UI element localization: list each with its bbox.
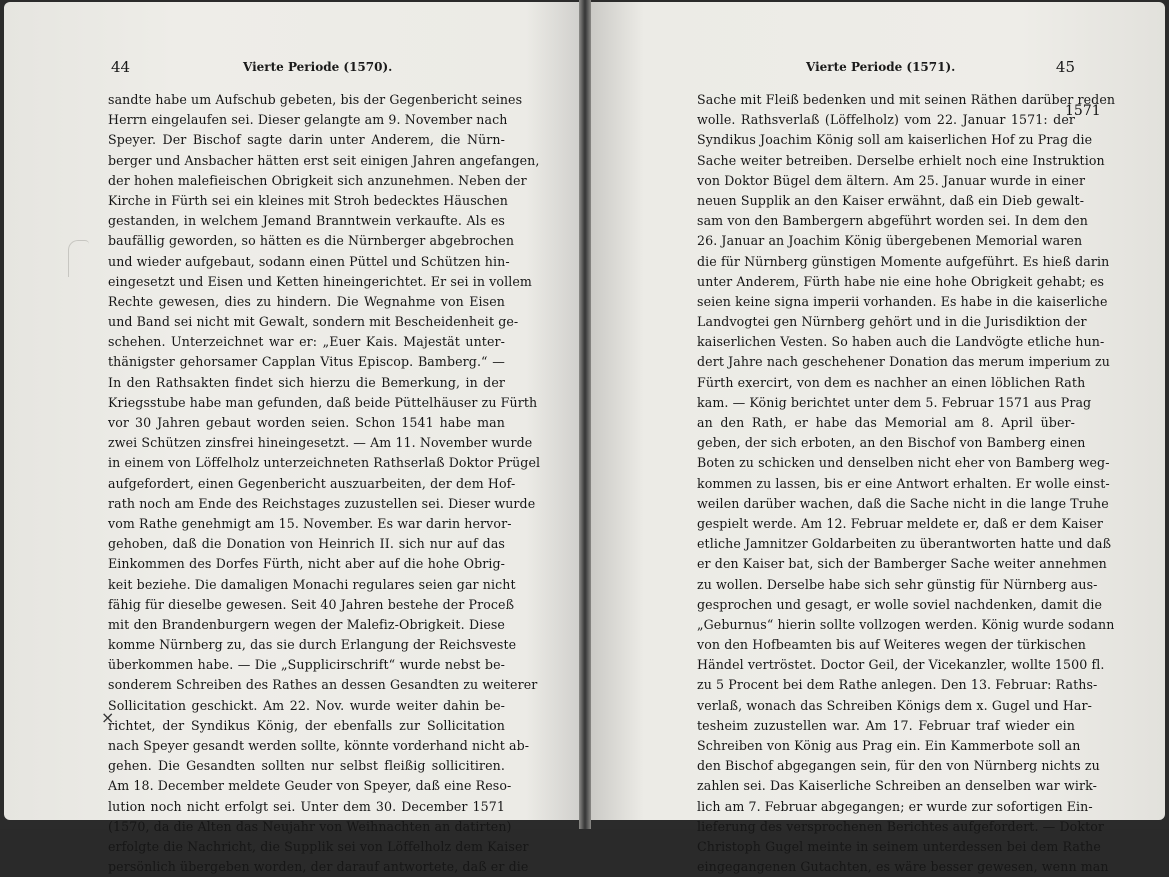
margin-year-note: 1571	[1065, 103, 1101, 119]
text-line: zwei Schützen zinsfrei hineingesetzt. — Am 11. November wurde	[108, 435, 533, 451]
text-line: erfolgte die Nachricht, die Supplik sei von Löffelholz dem Kaiser	[108, 838, 529, 854]
right-page-text	[697, 90, 1116, 877]
text-line: geben, der sich erboten, an den Bischof von Bamberg einen	[697, 435, 1086, 451]
text-line: unter Anderem, Fürth habe nie eine hohe Obrigkeit gehabt; es	[697, 273, 1105, 289]
text-line: zu wollen. Derselbe habe sich sehr günstig für Nürnberg aus-	[697, 576, 1098, 592]
text-line: Einkommen des Dorfes Fürth, nicht aber auf die hohe Obrig-	[108, 556, 505, 572]
left-running-head: Vierte Periode (1570).	[243, 60, 393, 74]
text-line: verlaß, wonach das Schreiben Königs dem x. Gugel und Har-	[697, 697, 1093, 713]
text-line: berger und Ansbacher hätten erst seit einigen Jahren angefangen,	[108, 152, 540, 168]
text-line: nach Speyer gesandt werden sollte, könnte vorderhand nicht ab-	[108, 738, 530, 753]
text-line: gehen. Die Gesandten sollten nur selbst fleißig sollicitiren.	[108, 758, 505, 774]
text-line: sam von den Bambergern abgeführt worden sei. In dem den	[697, 213, 1088, 229]
text-line: (1570, da die Alten das Neujahr von Weihnachten an datirten)	[108, 818, 512, 834]
text-line: eingegangenen Gutachten, es wäre besser gewesen, wenn man	[697, 859, 1109, 875]
text-line: thänigster gehorsamer Capplan Vitus Episcop. Bamberg.“ —	[108, 354, 505, 370]
text-line: weilen darüber wachen, daß die Sache nicht in die lange Truhe	[697, 495, 1109, 511]
text-line: 26. Januar an Joachim König übergebenen Memorial waren	[697, 233, 1083, 249]
text-line: Sache mit Fleiß bedenken und mit seinen Räthen darüber reden	[697, 92, 1116, 107]
text-line: neuen Supplik an den Kaiser erwähnt, daß ein Dieb gewalt-	[697, 192, 1085, 208]
right-page-header	[697, 58, 1075, 82]
text-line: mit den Brandenburgern wegen der Malefiz-Obrigkeit. Diese	[108, 616, 505, 632]
text-line: die für Nürnberg günstigen Momente aufgeführt. Es hieß darin	[697, 253, 1110, 269]
text-line: Sollicitation geschickt. Am 22. Nov. wurde weiter dahin be-	[108, 697, 505, 713]
text-line: lution noch nicht erfolgt sei. Unter dem 30. December 1571	[108, 798, 505, 814]
text-line: der hohen malefieischen Obrigkeit sich anzunehmen. Neben der	[108, 172, 527, 188]
text-line: den Bischof abgegangen sein, für den von Nürnberg nichts zu	[697, 758, 1100, 774]
text-line: tesheim zuzustellen war. Am 17. Februar traf wieder ein	[697, 717, 1075, 733]
left-page	[4, 2, 584, 875]
right-running-head: Vierte Periode (1571).	[806, 60, 956, 74]
text-line: zu 5 Procent bei dem Rathe anlegen. Den 13. Februar: Raths-	[697, 677, 1098, 693]
text-line: vom Rathe genehmigt am 15. November. Es war darin hervor-	[108, 515, 512, 531]
right-page	[586, 2, 1165, 875]
text-line: fähig für dieselbe gewesen. Seit 40 Jahren bestehe der Proceß	[108, 596, 515, 612]
text-line: kam. — König berichtet unter dem 5. Februar 1571 aus Prag	[697, 394, 1092, 410]
text-line: etliche Jamnitzer Goldarbeiten zu überantworten hatte und daß	[697, 536, 1112, 552]
text-line: keit beziehe. Die damaligen Monachi regulares seien gar nicht	[108, 576, 516, 592]
text-line: wolle. Rathsverlaß (Löffelholz) vom 22. Januar 1571: der	[697, 112, 1075, 128]
left-page-text	[108, 90, 541, 877]
text-line: lieferung des versprochenen Berichtes aufgefordert. — Doktor	[697, 818, 1105, 834]
text-line: Fürth exercirt, von dem es nachher an einen löblichen Rath	[697, 374, 1086, 390]
text-line: persönlich übergeben worden, der darauf antwortete, daß er die	[108, 859, 529, 875]
left-page-number: 44	[111, 58, 131, 76]
text-line: Händel vertröstet. Doctor Geil, der Vicekanzler, wollte 1500 fl.	[697, 657, 1105, 673]
text-line: eingesetzt und Eisen und Ketten hineingerichtet. Er sei in vollem	[108, 273, 532, 289]
text-line: Kirche in Fürth sei ein kleines mit Stroh bedecktes Häuschen	[108, 192, 508, 208]
right-page-number: 45	[1055, 58, 1075, 76]
text-line: komme Nürnberg zu, das sie durch Erlangung der Reichsveste	[108, 637, 517, 653]
text-line: zahlen sei. Das Kaiserliche Schreiben an denselben war wirk-	[697, 778, 1097, 794]
text-line: gespielt werde. Am 12. Februar meldete er, daß er dem Kaiser	[697, 515, 1104, 531]
text-line: seien keine signa imperii vorhanden. Es habe in die kaiserliche	[697, 293, 1108, 309]
text-line: gehoben, daß die Donation von Heinrich II. sich nur auf das	[108, 536, 505, 552]
text-line: schehen. Unterzeichnet war er: „Euer Kais. Majestät unter-	[108, 334, 505, 350]
text-line: sandte habe um Aufschub gebeten, bis der Gegenbericht seines	[108, 92, 523, 107]
text-line: richtet, der Syndikus König, der ebenfalls zur Sollicitation	[108, 717, 505, 733]
text-line: an den Rath, er habe das Memorial am 8. April über-	[697, 415, 1075, 430]
text-line: kaiserlichen Vesten. So haben auch die Landvögte etliche hun-	[697, 334, 1105, 350]
text-line: Herrn eingelaufen sei. Dieser gelangte am 9. November nach	[108, 112, 508, 128]
text-line: er den Kaiser bat, sich der Bamberger Sache weiter annehmen	[697, 556, 1107, 572]
text-line: und wieder aufgebaut, sodann einen Püttel und Schützen hin-	[108, 253, 510, 269]
book-gutter	[579, 0, 591, 829]
text-line: Schreiben von König aus Prag ein. Ein Kammerbote soll an	[697, 738, 1081, 753]
text-line: „Geburnus“ hierin sollte vollzogen werden. König wurde sodann	[697, 616, 1115, 632]
text-line: gestanden, in welchem Jemand Branntwein verkaufte. Als es	[108, 213, 505, 229]
left-page-header	[111, 58, 507, 82]
text-line: Speyer. Der Bischof sagte darin unter Anderem, die Nürn-	[108, 132, 505, 148]
text-line: In den Rathsakten findet sich hierzu die Bemerkung, in der	[108, 374, 505, 390]
text-line: und Band sei nicht mit Gewalt, sondern mit Bescheidenheit ge-	[108, 314, 519, 330]
text-line: sonderem Schreiben des Rathes an dessen Gesandten zu weiterer	[108, 677, 538, 693]
text-line: vor 30 Jahren gebaut worden seien. Schon 1541 habe man	[108, 415, 505, 430]
text-line: Landvogtei gen Nürnberg gehört und in die Jurisdiktion der	[697, 314, 1087, 330]
text-line: Sache weiter betreiben. Derselbe erhielt noch eine Instruktion	[697, 152, 1105, 168]
text-line: Am 18. December meldete Geuder von Speyer, daß eine Reso-	[108, 778, 512, 794]
pencil-mark	[68, 240, 89, 277]
text-line: Boten zu schicken und denselben nicht eher von Bamberg weg-	[697, 455, 1110, 471]
text-line: gesprochen und gesagt, er wolle soviel nachdenken, damit die	[697, 596, 1103, 612]
text-line: in einem von Löffelholz unterzeichneten Rathserlaß Doktor Prügel	[108, 455, 541, 471]
text-line: Christoph Gugel meinte in seinem unterdessen bei dem Rathe	[697, 838, 1101, 854]
text-line: von Doktor Bügel dem ältern. Am 25. Januar wurde in einer	[697, 172, 1086, 188]
text-line: rath noch am Ende des Reichstages zuzustellen sei. Dieser wurde	[108, 495, 536, 511]
text-line: lich am 7. Februar abgegangen; er wurde zur sofortigen Ein-	[697, 798, 1093, 814]
cross-mark-annotation: ×	[101, 708, 115, 727]
text-line: kommen zu lassen, bis er eine Antwort erhalten. Er wolle einst-	[697, 475, 1110, 491]
text-line: Rechte gewesen, dies zu hindern. Die Wegnahme von Eisen	[108, 293, 505, 309]
text-line: von den Hofbeamten bis auf Weiteres wegen der türkischen	[697, 637, 1086, 653]
text-line: dert Jahre nach geschehener Donation das merum imperium zu	[697, 354, 1110, 370]
text-line: Kriegsstube habe man gefunden, daß beide Püttelhäuser zu Fürth	[108, 394, 538, 410]
text-line: Syndikus Joachim König soll am kaiserlichen Hof zu Prag die	[697, 132, 1093, 148]
text-line: überkommen habe. — Die „Supplicirschrift“ wurde nebst be-	[108, 657, 505, 673]
text-line: baufällig geworden, so hätten es die Nürnberger abgebrochen	[108, 233, 515, 249]
text-line: aufgefordert, einen Gegenbericht auszuarbeiten, der dem Hof-	[108, 475, 516, 491]
